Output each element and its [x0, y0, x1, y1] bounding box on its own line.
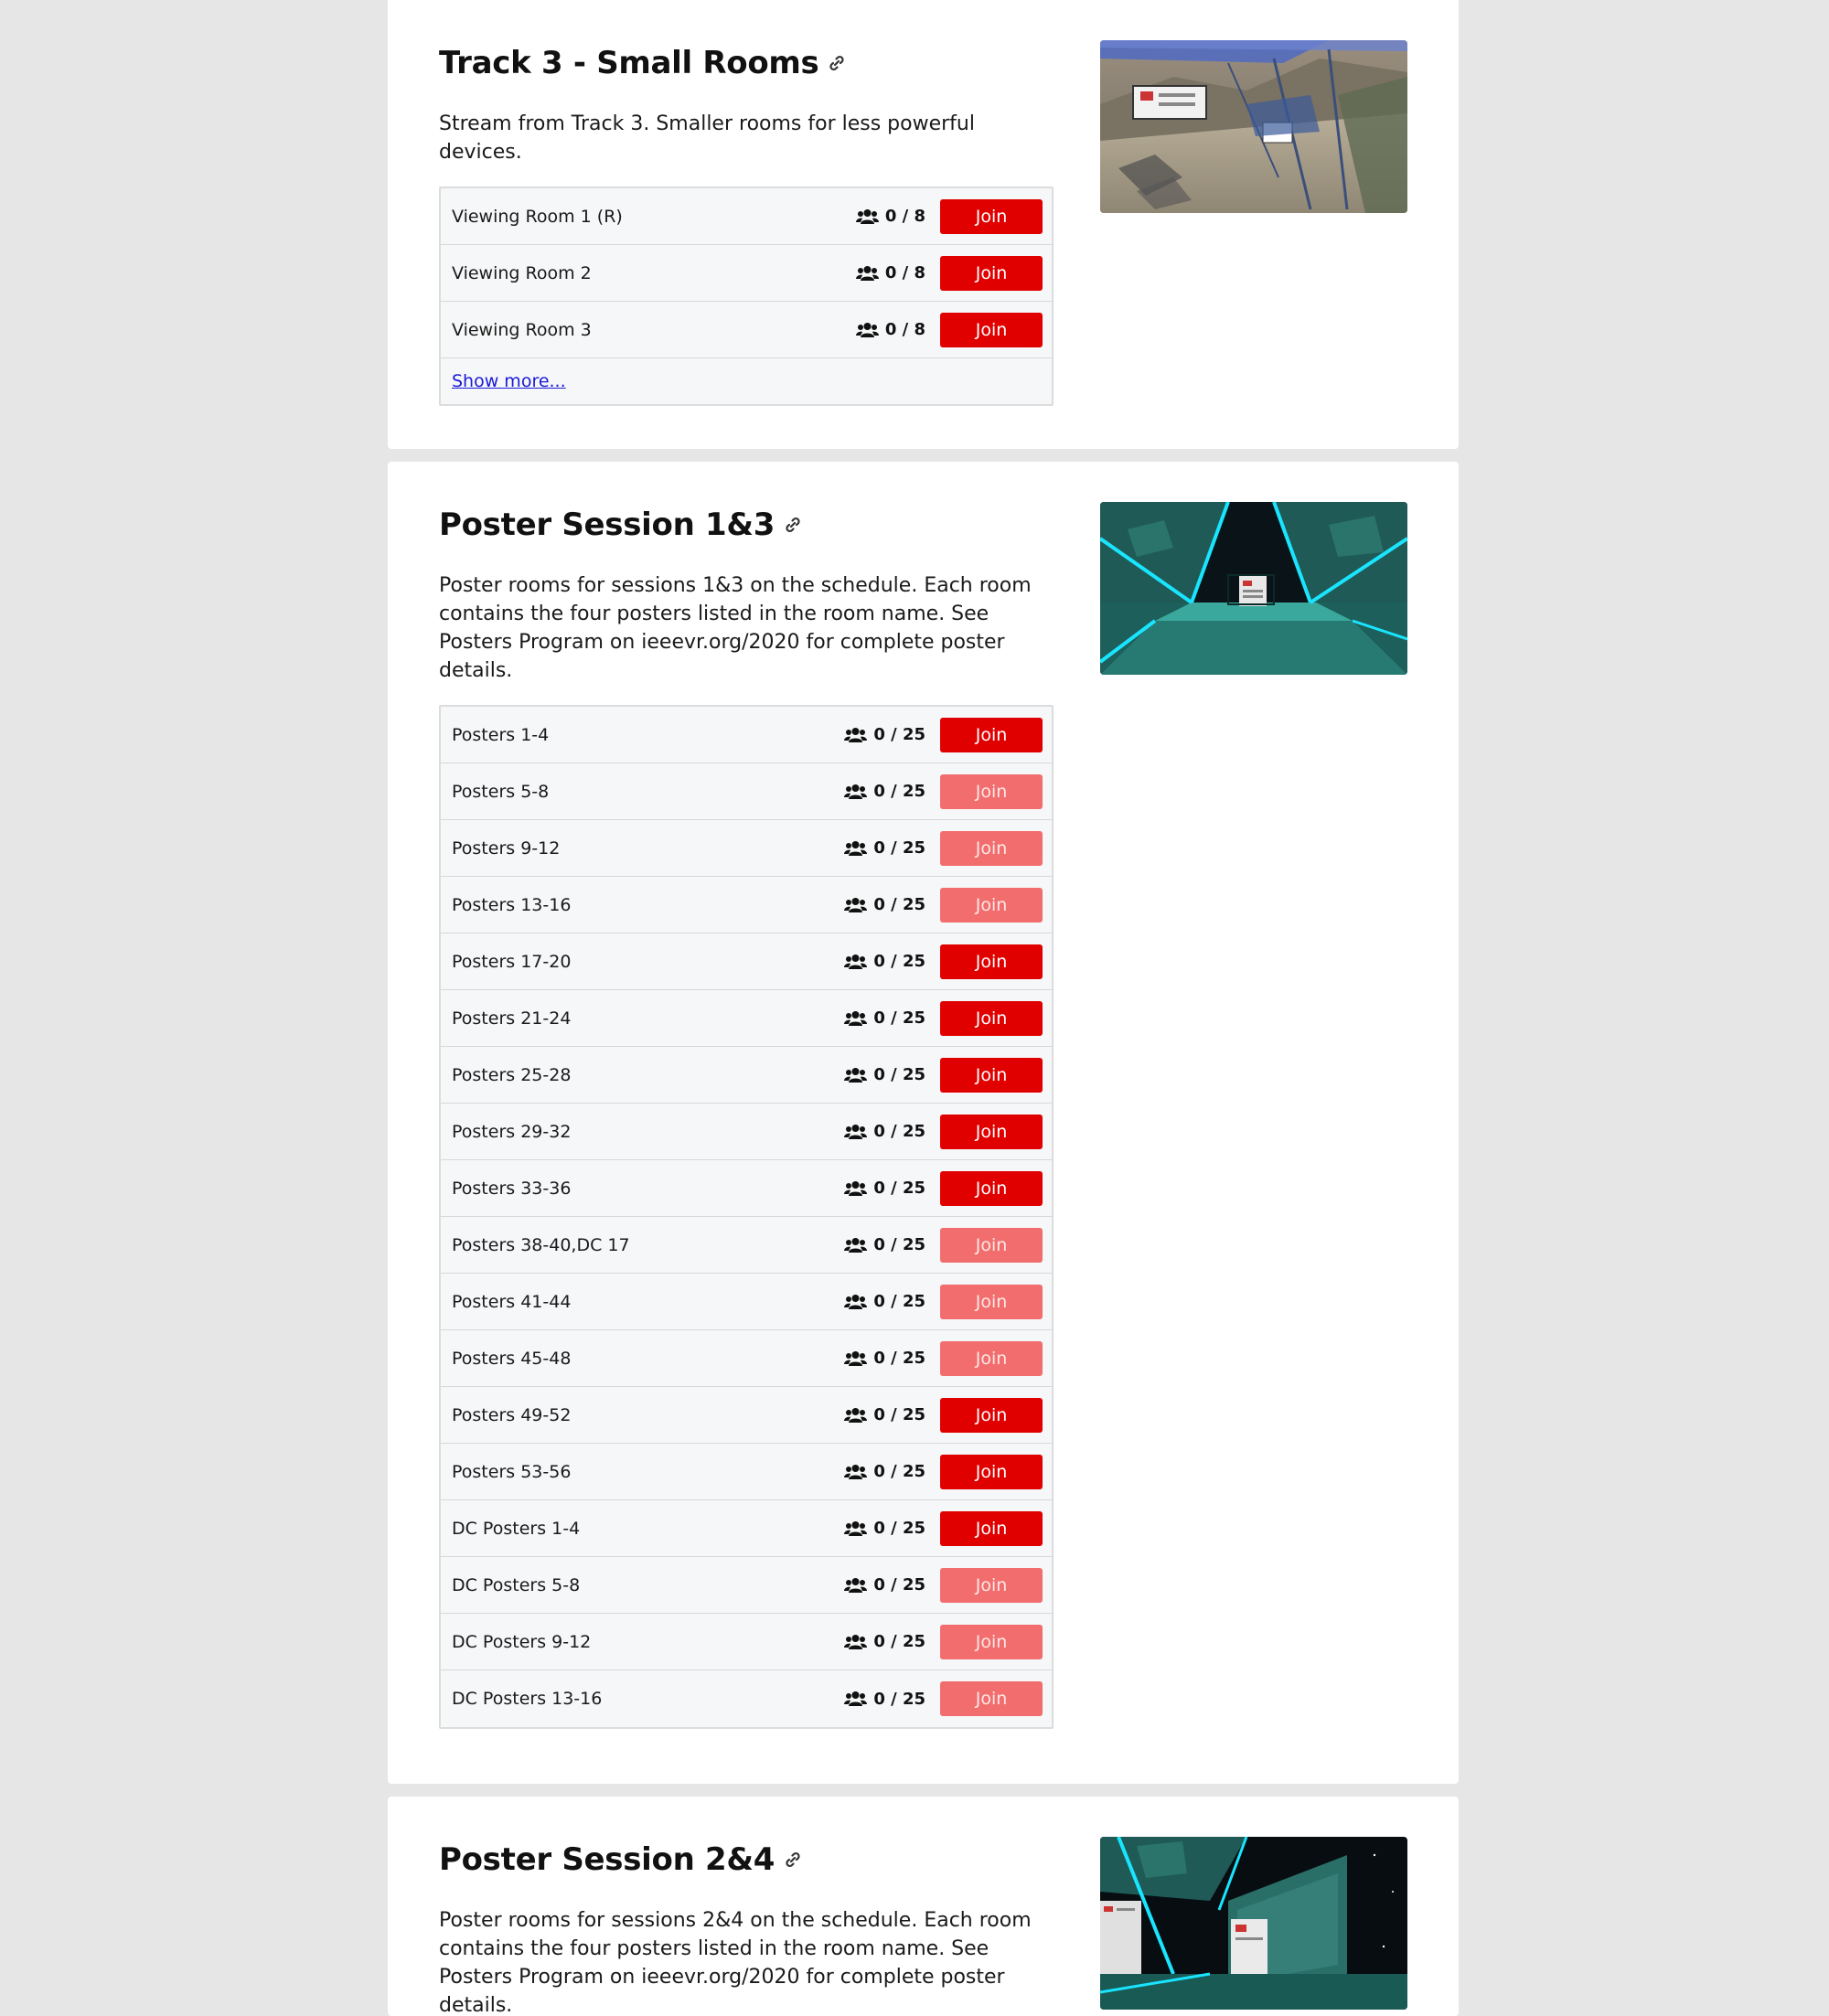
- occupancy-text: 0 / 25: [873, 1462, 925, 1481]
- occupancy-text: 0 / 25: [873, 782, 925, 801]
- users-icon: [856, 265, 879, 282]
- occupancy-text: 0 / 25: [873, 1065, 925, 1084]
- room-row: [441, 1557, 1052, 1614]
- users-icon: [844, 1067, 867, 1083]
- show-more-row: [441, 358, 1052, 404]
- users-icon: [844, 954, 867, 970]
- users-icon: [844, 1350, 867, 1367]
- occupancy-count: [844, 952, 925, 971]
- join-button[interactable]: Join: [940, 1285, 1043, 1319]
- room-name: Posters 41-44: [452, 1291, 572, 1312]
- users-icon: [844, 1180, 867, 1197]
- users-icon: [844, 897, 867, 913]
- occupancy-count: [844, 838, 925, 858]
- section-description: Stream from Track 3. Smaller rooms for less powerful devices.: [439, 112, 975, 164]
- occupancy-text: 0 / 25: [873, 1179, 925, 1198]
- occupancy-text: 0 / 25: [873, 1292, 925, 1311]
- join-button[interactable]: Join: [940, 1228, 1043, 1263]
- section-description: Poster rooms for sessions 1&3 on the schedule. Each room contains the four posters listed in the room name. See Posters Program on ieeevr.org/2020 for complete poster details.: [439, 574, 1032, 682]
- room-name: Posters 49-52: [452, 1404, 572, 1425]
- room-row: [441, 1500, 1052, 1557]
- section-header: [439, 1837, 1054, 1883]
- room-name: Posters 21-24: [452, 1008, 572, 1029]
- users-icon: [844, 840, 867, 857]
- room-row: [441, 820, 1052, 877]
- join-button[interactable]: Join: [940, 774, 1043, 809]
- section-title: Poster Session 1&3: [439, 507, 775, 543]
- room-preview-image[interactable]: [1100, 40, 1407, 213]
- room-row: [441, 1104, 1052, 1160]
- occupancy-count: [844, 895, 925, 914]
- room-row: [441, 245, 1052, 302]
- join-button[interactable]: Join: [940, 944, 1043, 979]
- room-preview-image[interactable]: [1100, 502, 1407, 675]
- users-icon: [844, 727, 867, 743]
- users-icon: [856, 322, 879, 338]
- occupancy-count: [844, 1632, 925, 1651]
- occupancy-text: 0 / 25: [873, 1575, 925, 1595]
- section-header: [439, 502, 1054, 548]
- occupancy-count: [844, 1349, 925, 1368]
- show-more-link[interactable]: Show more...: [452, 371, 566, 391]
- room-row: [441, 1217, 1052, 1274]
- occupancy-text: 0 / 25: [873, 1349, 925, 1368]
- occupancy-text: 0 / 8: [884, 320, 925, 339]
- room-row: [441, 1387, 1052, 1444]
- occupancy-count: [844, 1462, 925, 1481]
- occupancy-text: 0 / 25: [873, 1632, 925, 1651]
- occupancy-text: 0 / 8: [884, 207, 925, 226]
- room-name: Posters 17-20: [452, 951, 572, 972]
- room-name: Posters 33-36: [452, 1178, 572, 1199]
- users-icon: [844, 1691, 867, 1707]
- section-track3: [388, 0, 1459, 449]
- occupancy-text: 0 / 25: [873, 838, 925, 858]
- room-name: Posters 45-48: [452, 1348, 572, 1369]
- room-name: Posters 53-56: [452, 1461, 572, 1482]
- room-name: Viewing Room 1 (R): [452, 206, 623, 227]
- room-name: Posters 38-40,DC 17: [452, 1234, 630, 1255]
- users-icon: [844, 1010, 867, 1027]
- room-preview-image[interactable]: [1100, 1837, 1407, 2010]
- join-button[interactable]: Join: [940, 1455, 1043, 1489]
- occupancy-count: [856, 263, 925, 283]
- room-list-column: [388, 0, 1459, 2016]
- occupancy-count: [844, 1405, 925, 1424]
- room-row: [441, 1160, 1052, 1217]
- room-name: Posters 1-4: [452, 724, 550, 745]
- section-poster-2-4: [388, 1797, 1459, 2016]
- link-icon[interactable]: [828, 54, 846, 72]
- room-row: [441, 707, 1052, 763]
- join-button[interactable]: Join: [940, 888, 1043, 923]
- occupancy-text: 0 / 25: [873, 1235, 925, 1254]
- join-button[interactable]: Join: [940, 1398, 1043, 1433]
- join-button[interactable]: Join: [940, 1171, 1043, 1206]
- occupancy-text: 0 / 25: [873, 1519, 925, 1538]
- link-icon[interactable]: [784, 1851, 802, 1869]
- join-button[interactable]: Join: [940, 1681, 1043, 1716]
- room-name: Posters 25-28: [452, 1064, 572, 1085]
- section-title: Poster Session 2&4: [439, 1841, 775, 1878]
- occupancy-text: 0 / 25: [873, 895, 925, 914]
- section-title: Track 3 - Small Rooms: [439, 45, 819, 81]
- users-icon: [844, 1294, 867, 1310]
- users-icon: [844, 1464, 867, 1480]
- room-name: DC Posters 9-12: [452, 1631, 592, 1652]
- occupancy-text: 0 / 25: [873, 1689, 925, 1709]
- room-row: [441, 1330, 1052, 1387]
- room-name: DC Posters 5-8: [452, 1574, 581, 1595]
- users-icon: [844, 1520, 867, 1537]
- occupancy-count: [844, 1690, 925, 1709]
- room-row: [441, 1444, 1052, 1500]
- occupancy-count: [844, 1575, 925, 1595]
- room-row: [441, 877, 1052, 933]
- join-button[interactable]: Join: [940, 1115, 1043, 1149]
- join-button[interactable]: Join: [940, 1058, 1043, 1093]
- join-button[interactable]: Join: [940, 718, 1043, 752]
- room-row: [441, 1670, 1052, 1727]
- occupancy-count: [844, 1122, 925, 1141]
- join-button[interactable]: Join: [940, 256, 1043, 291]
- room-row: [441, 763, 1052, 820]
- occupancy-text: 0 / 25: [873, 952, 925, 971]
- room-name: DC Posters 13-16: [452, 1689, 603, 1709]
- section-header: [439, 40, 1054, 86]
- room-name: DC Posters 1-4: [452, 1518, 581, 1539]
- occupancy-count: [844, 1065, 925, 1084]
- users-icon: [844, 1237, 867, 1253]
- room-name: Posters 29-32: [452, 1121, 572, 1142]
- room-row: [441, 1614, 1052, 1670]
- section-description: Poster rooms for sessions 2&4 on the schedule. Each room contains the four posters listed in the room name. See Posters Program on ieeevr.org/2020 for complete poster details.: [439, 1909, 1032, 2016]
- occupancy-text: 0 / 25: [873, 725, 925, 744]
- users-icon: [844, 784, 867, 800]
- occupancy-count: [844, 1519, 925, 1538]
- occupancy-text: 0 / 8: [884, 263, 925, 283]
- room-row: [441, 188, 1052, 245]
- room-list: [439, 705, 1054, 1729]
- users-icon: [856, 208, 879, 225]
- join-button[interactable]: Join: [940, 1511, 1043, 1546]
- join-button[interactable]: Join: [940, 313, 1043, 347]
- room-row: [441, 933, 1052, 990]
- occupancy-count: [844, 1292, 925, 1311]
- users-icon: [844, 1124, 867, 1140]
- join-button[interactable]: Join: [940, 1568, 1043, 1603]
- occupancy-count: [844, 782, 925, 801]
- room-row: [441, 1274, 1052, 1330]
- occupancy-count: [844, 725, 925, 744]
- occupancy-text: 0 / 25: [873, 1122, 925, 1141]
- room-name: Viewing Room 3: [452, 319, 592, 340]
- users-icon: [844, 1407, 867, 1424]
- room-name: Posters 9-12: [452, 837, 561, 859]
- join-button[interactable]: Join: [940, 1341, 1043, 1376]
- users-icon: [844, 1634, 867, 1650]
- link-icon[interactable]: [784, 516, 802, 534]
- section-poster-1-3: [388, 462, 1459, 1784]
- occupancy-count: [844, 1008, 925, 1028]
- room-row: [441, 302, 1052, 358]
- room-name: Posters 13-16: [452, 894, 572, 915]
- occupancy-text: 0 / 25: [873, 1008, 925, 1028]
- occupancy-text: 0 / 25: [873, 1405, 925, 1424]
- join-button[interactable]: Join: [940, 199, 1043, 234]
- room-name: Posters 5-8: [452, 781, 550, 802]
- join-button[interactable]: Join: [940, 831, 1043, 866]
- occupancy-count: [856, 320, 925, 339]
- occupancy-count: [856, 207, 925, 226]
- occupancy-count: [844, 1179, 925, 1198]
- users-icon: [844, 1577, 867, 1594]
- room-name: Viewing Room 2: [452, 262, 592, 283]
- join-button[interactable]: Join: [940, 1625, 1043, 1659]
- occupancy-count: [844, 1235, 925, 1254]
- join-button[interactable]: Join: [940, 1001, 1043, 1036]
- room-row: [441, 990, 1052, 1047]
- room-row: [441, 1047, 1052, 1104]
- room-list: [439, 187, 1054, 406]
